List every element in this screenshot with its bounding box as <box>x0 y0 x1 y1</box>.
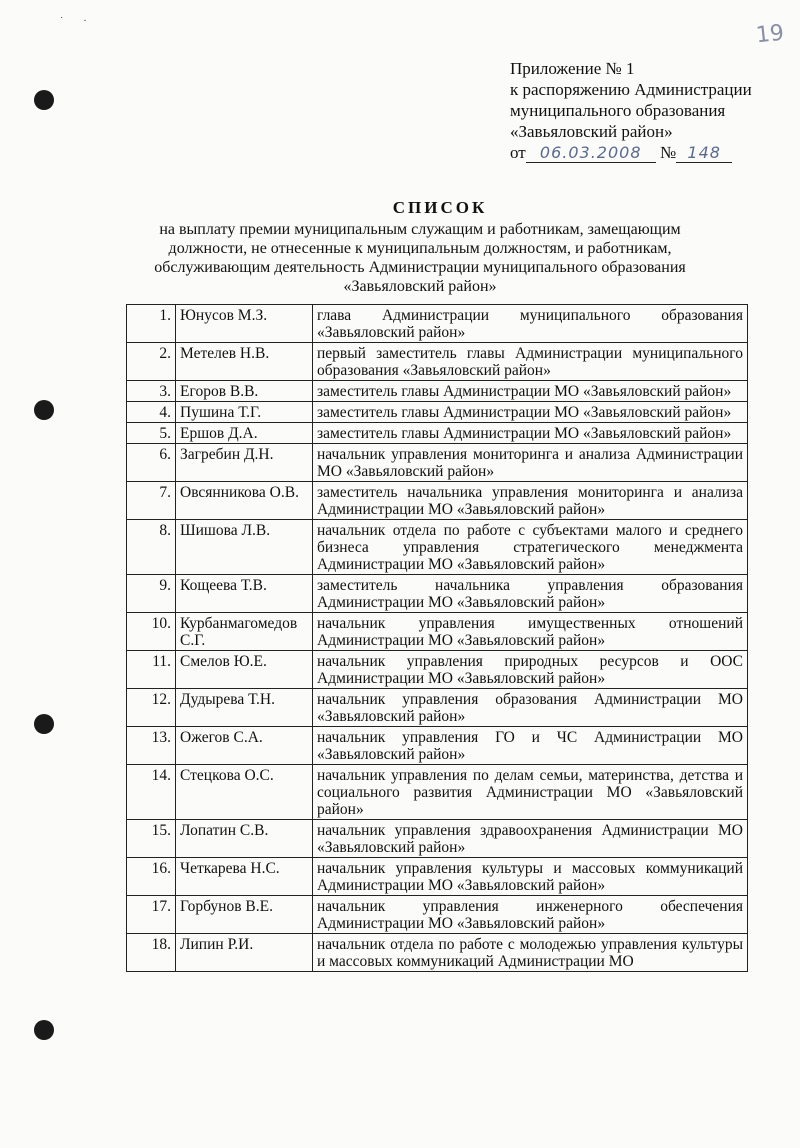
table-row <box>127 765 748 820</box>
employee-position: заместитель главы Администрации МО «Завьяловский район» <box>313 423 748 444</box>
employee-name: Смелов Ю.Е. <box>176 651 313 689</box>
punch-hole <box>34 400 54 420</box>
number-field <box>676 142 732 163</box>
employee-position: начальник управления природных ресурсов и ООС Администрации МО «Завьяловский район» <box>313 651 748 689</box>
number-value: 148 <box>687 143 721 162</box>
row-index: 9. <box>127 575 176 613</box>
employee-position: начальник управления образования Администрации МО «Завьяловский район» <box>313 689 748 727</box>
appendix-line: «Завьяловский район» <box>510 122 673 141</box>
row-index: 5. <box>127 423 176 444</box>
date-prefix: от <box>510 143 526 162</box>
employee-table <box>126 304 748 972</box>
employee-name: Овсянникова О.В. <box>176 482 313 520</box>
employee-name: Четкарева Н.С. <box>176 858 313 896</box>
employee-position: начальник управления имущественных отношений Администрации МО «Завьяловский район» <box>313 613 748 651</box>
table-row <box>127 575 748 613</box>
row-index: 3. <box>127 381 176 402</box>
row-index: 15. <box>127 820 176 858</box>
employee-position: начальник управления ГО и ЧС Администрации МО «Завьяловский район» <box>313 727 748 765</box>
employee-position: начальник управления инженерного обеспечения Администрации МО «Завьяловский район» <box>313 896 748 934</box>
row-index: 2. <box>127 343 176 381</box>
employee-name: Горбунов В.Е. <box>176 896 313 934</box>
employee-position: начальник управления мониторинга и анализа Администрации МО «Завьяловский район» <box>313 444 748 482</box>
employee-position: первый заместитель главы Администрации муниципального образования «Завьяловский район» <box>313 343 748 381</box>
employee-name: Лопатин С.В. <box>176 820 313 858</box>
employee-name: Кощеева Т.В. <box>176 575 313 613</box>
table-row <box>127 896 748 934</box>
employee-name: Ершов Д.А. <box>176 423 313 444</box>
appendix-line: Приложение № 1 <box>510 59 635 78</box>
page-number: 19 <box>754 20 786 49</box>
row-index: 7. <box>127 482 176 520</box>
table-row <box>127 934 748 972</box>
row-index: 13. <box>127 727 176 765</box>
row-index: 17. <box>127 896 176 934</box>
table-row <box>127 727 748 765</box>
table-row <box>127 820 748 858</box>
employee-name: Дудырева Т.Н. <box>176 689 313 727</box>
document-subtitle: на выплату премии муниципальным служащим и работникам, замещающим должности, не отнесенные к муниципальным должностям, и работникам, обслуживающим деятельность Администрации муниципального образования «Завьяловский район» <box>154 221 686 295</box>
table-row <box>127 423 748 444</box>
appendix-date-line <box>510 142 752 163</box>
row-index: 18. <box>127 934 176 972</box>
scan-specks: ˙ · <box>60 16 87 27</box>
number-prefix: № <box>659 143 677 162</box>
employee-position: заместитель главы Администрации МО «Завьяловский район» <box>313 402 748 423</box>
punch-hole <box>34 90 54 110</box>
table-row <box>127 651 748 689</box>
appendix-line: к распоряжению Администрации <box>510 80 752 99</box>
employee-name: Загребин Д.Н. <box>176 444 313 482</box>
table-row <box>127 613 748 651</box>
employee-name: Курбанмагомедов С.Г. <box>176 613 313 651</box>
employee-name: Ожегов С.А. <box>176 727 313 765</box>
row-index: 8. <box>127 520 176 575</box>
employee-name: Стецкова О.С. <box>176 765 313 820</box>
row-index: 12. <box>127 689 176 727</box>
employee-name: Юнусов М.З. <box>176 305 313 343</box>
table-row <box>127 343 748 381</box>
employee-table-body <box>127 305 748 972</box>
employee-position: начальник отдела по работе с субъектами малого и среднего бизнеса управления стратегического менеджмента Администрации МО «Завьяловский район» <box>313 520 748 575</box>
employee-name: Шишова Л.В. <box>176 520 313 575</box>
employee-position: заместитель главы Администрации МО «Завьяловский район» <box>313 381 748 402</box>
employee-position: начальник отдела по работе с молодежью управления культуры и массовых коммуникаций Администрации МО <box>313 934 748 972</box>
row-index: 11. <box>127 651 176 689</box>
table-row <box>127 858 748 896</box>
table-row <box>127 402 748 423</box>
employee-position: заместитель начальника управления мониторинга и анализа Администрации МО «Завьяловский район» <box>313 482 748 520</box>
employee-position: начальник управления по делам семьи, материнства, детства и социального развития Администрации МО «Завьяловский район» <box>313 765 748 820</box>
appendix-block <box>510 58 752 163</box>
table-row <box>127 381 748 402</box>
punch-hole <box>34 1020 54 1040</box>
date-value: 06.03.2008 <box>539 143 642 162</box>
row-index: 10. <box>127 613 176 651</box>
employee-position: заместитель начальника управления образования Администрации МО «Завьяловский район» <box>313 575 748 613</box>
employee-name: Пушина Т.Г. <box>176 402 313 423</box>
row-index: 1. <box>127 305 176 343</box>
row-index: 4. <box>127 402 176 423</box>
table-row <box>127 689 748 727</box>
row-index: 14. <box>127 765 176 820</box>
table-row <box>127 444 748 482</box>
table-row <box>127 305 748 343</box>
employee-name: Метелев Н.В. <box>176 343 313 381</box>
employee-position: начальник управления здравоохранения Администрации МО «Завьяловский район» <box>313 820 748 858</box>
document-title: СПИСОК <box>392 198 488 217</box>
appendix-line: муниципального образования <box>510 101 726 120</box>
employee-name: Егоров В.В. <box>176 381 313 402</box>
employee-position: глава Администрации муниципального образования «Завьяловский район» <box>313 305 748 343</box>
employee-name: Липин Р.И. <box>176 934 313 972</box>
table-row <box>127 520 748 575</box>
date-field <box>526 142 656 163</box>
table-row <box>127 482 748 520</box>
employee-position: начальник управления культуры и массовых коммуникаций Администрации МО «Завьяловский район» <box>313 858 748 896</box>
row-index: 16. <box>127 858 176 896</box>
row-index: 6. <box>127 444 176 482</box>
punch-hole <box>34 714 54 734</box>
